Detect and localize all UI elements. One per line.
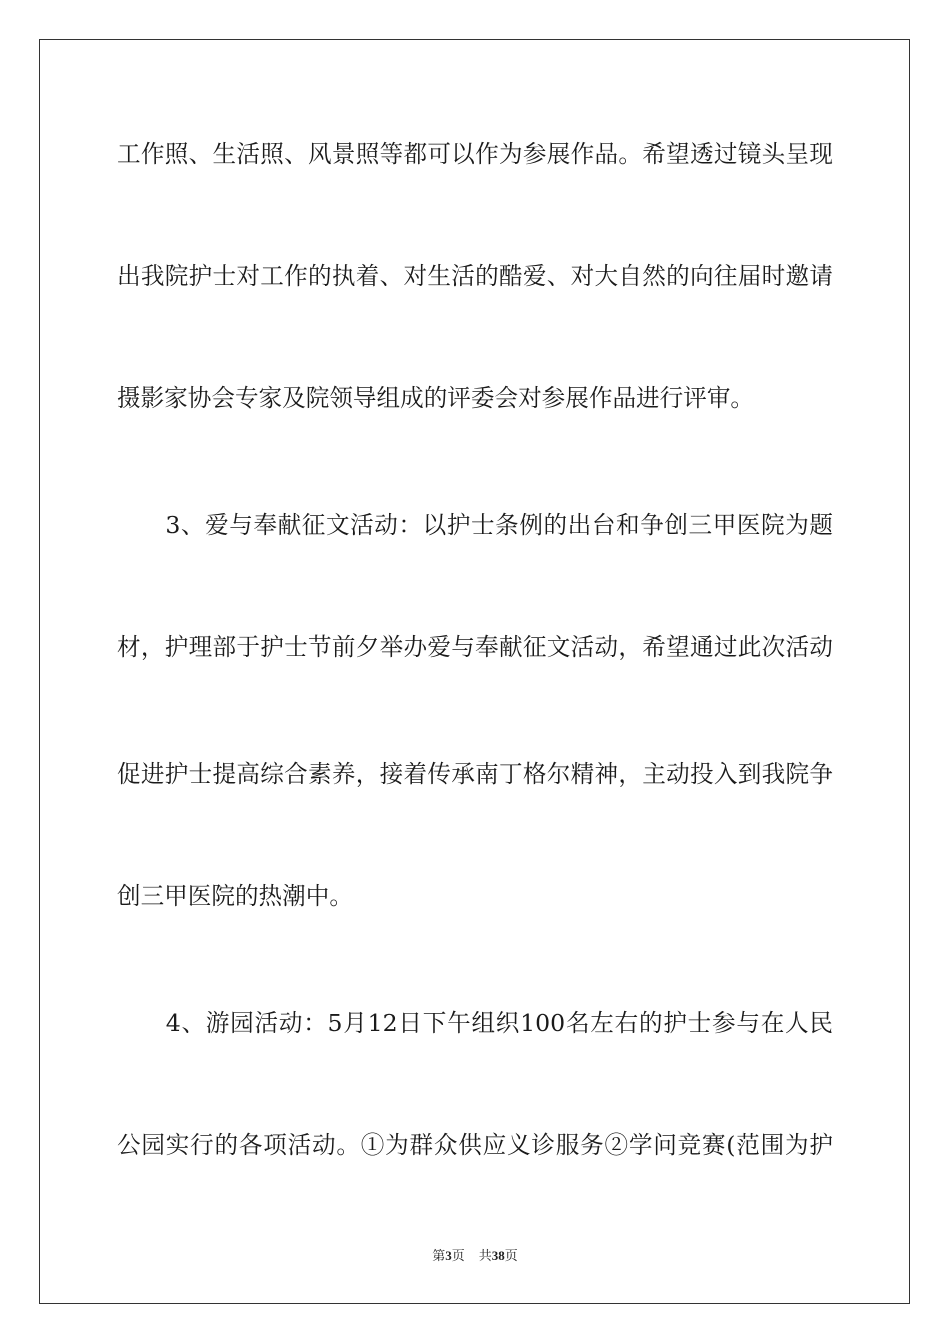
body-line-8: 4、游园活动：5月12日下午组织100名左右的护士参与在人民 — [117, 1009, 833, 1037]
footer-total-prefix: 共 — [478, 1249, 492, 1264]
body-line-1: 工作照、生活照、风景照等都可以作为参展作品。希望透过镜头呈现 — [117, 140, 833, 168]
body-line-9: 公园实行的各项活动。①为群众供应义诊服务②学问竞赛(范围为护 — [117, 1131, 833, 1159]
footer-total-suffix: 页 — [504, 1249, 518, 1264]
body-line-2: 出我院护士对工作的执着、对生活的酷爱、对大自然的向往届时邀请 — [117, 262, 833, 290]
body-line-7: 创三甲医院的热潮中。 — [117, 882, 353, 910]
footer-total-pages: 38 — [491, 1248, 505, 1263]
body-line-6: 促进护士提高综合素养，接着传承南丁格尔精神，主动投入到我院争 — [117, 760, 833, 788]
body-line-4: 3、爱与奉献征文活动：以护士条例的出台和争创三甲医院为题 — [117, 511, 833, 539]
page-footer — [0, 1247, 950, 1266]
page-border — [39, 39, 910, 1304]
body-line-3: 摄影家协会专家及院领导组成的评委会对参展作品进行评审。 — [117, 384, 755, 412]
footer-page-prefix: 第 — [432, 1249, 446, 1264]
body-line-5: 材，护理部于护士节前夕举办爱与奉献征文活动，希望通过此次活动 — [117, 633, 833, 661]
footer-page-number: 3 — [445, 1248, 452, 1263]
footer-page-suffix: 页 — [451, 1249, 465, 1264]
